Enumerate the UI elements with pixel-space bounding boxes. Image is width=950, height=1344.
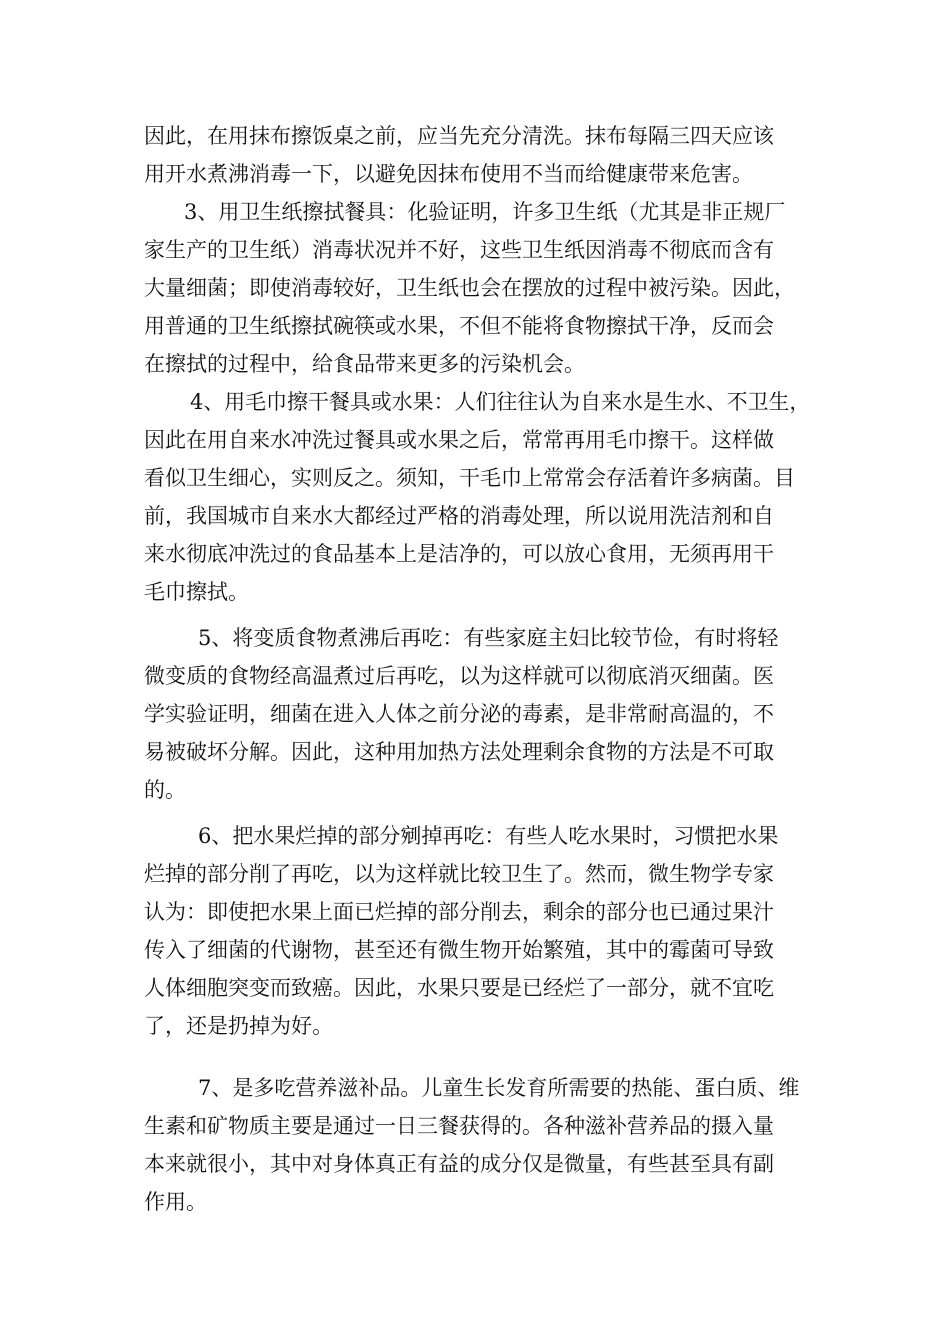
text-line: 大量细菌；即使消毒较好，卫生纸也会在摆放的过程中被污染。因此， [144,276,795,300]
text-line: 生素和矿物质主要是通过一日三餐获得的。各种滋补营养品的摄入量 [144,1114,774,1138]
text-line: 易被破坏分解。因此，这种用加热方法处理剩余食物的方法是不可取 [144,740,774,764]
text-line: 3、用卫生纸擦拭餐具：化验证明，许多卫生纸（尤其是非正规厂 [184,200,786,224]
text-line: 的。 [144,778,186,802]
text-line: 用普通的卫生纸擦拭碗筷或水果，不但不能将食物擦拭干净，反而会 [144,314,774,338]
text-line: 在擦拭的过程中，给食品带来更多的污染机会。 [144,352,585,376]
text-line: 因此在用自来水冲洗过餐具或水果之后，常常再用毛巾擦干。这样做 [144,428,774,452]
text-line: 用开水煮沸消毒一下，以避免因抹布使用不当而给健康带来危害。 [144,162,753,186]
text-line: 来水彻底冲洗过的食品基本上是洁净的，可以放心食用，无须再用干 [144,542,774,566]
text-line: 微变质的食物经高温煮过后再吃，以为这样就可以彻底消灭细菌。医 [144,664,774,688]
text-line: 作用。 [144,1190,207,1214]
text-line: 因此，在用抹布擦饭桌之前，应当先充分清洗。抹布每隔三四天应该 [144,124,774,148]
text-line: 了，还是扔掉为好。 [144,1014,333,1038]
text-line: 毛巾擦拭。 [144,580,249,604]
text-line: 看似卫生细心，实则反之。须知，干毛巾上常常会存活着许多病菌。目 [144,466,795,490]
text-line: 6、把水果烂掉的部分剜掉再吃：有些人吃水果时，习惯把水果 [198,824,779,848]
text-line: 烂掉的部分削了再吃，以为这样就比较卫生了。然而，微生物学专家 [144,862,774,886]
text-line: 传入了细菌的代谢物，甚至还有微生物开始繁殖，其中的霉菌可导致 [144,938,774,962]
text-line: 认为：即使把水果上面已烂掉的部分削去，剩余的部分也已通过果汁 [144,900,774,924]
text-line: 家生产的卫生纸）消毒状况并不好，这些卫生纸因消毒不彻底而含有 [144,238,774,262]
text-line: 5、将变质食物煮沸后再吃：有些家庭主妇比较节俭，有时将轻 [198,626,779,650]
text-line: 人体细胞突变而致癌。因此，水果只要是已经烂了一部分，就不宜吃 [144,976,774,1000]
text-line: 本来就很小，其中对身体真正有益的成分仅是微量，有些甚至具有副 [144,1152,774,1176]
text-line: 学实验证明，细菌在进入人体之前分泌的毒素，是非常耐高温的，不 [144,702,774,726]
text-line: 7、是多吃营养滋补品。儿童生长发育所需要的热能、蛋白质、维 [198,1076,800,1100]
text-line: 4、用毛巾擦干餐具或水果：人们往往认为自来水是生水、不卫生， [190,390,811,414]
text-line: 前，我国城市自来水大都经过严格的消毒处理，所以说用洗洁剂和自 [144,504,774,528]
